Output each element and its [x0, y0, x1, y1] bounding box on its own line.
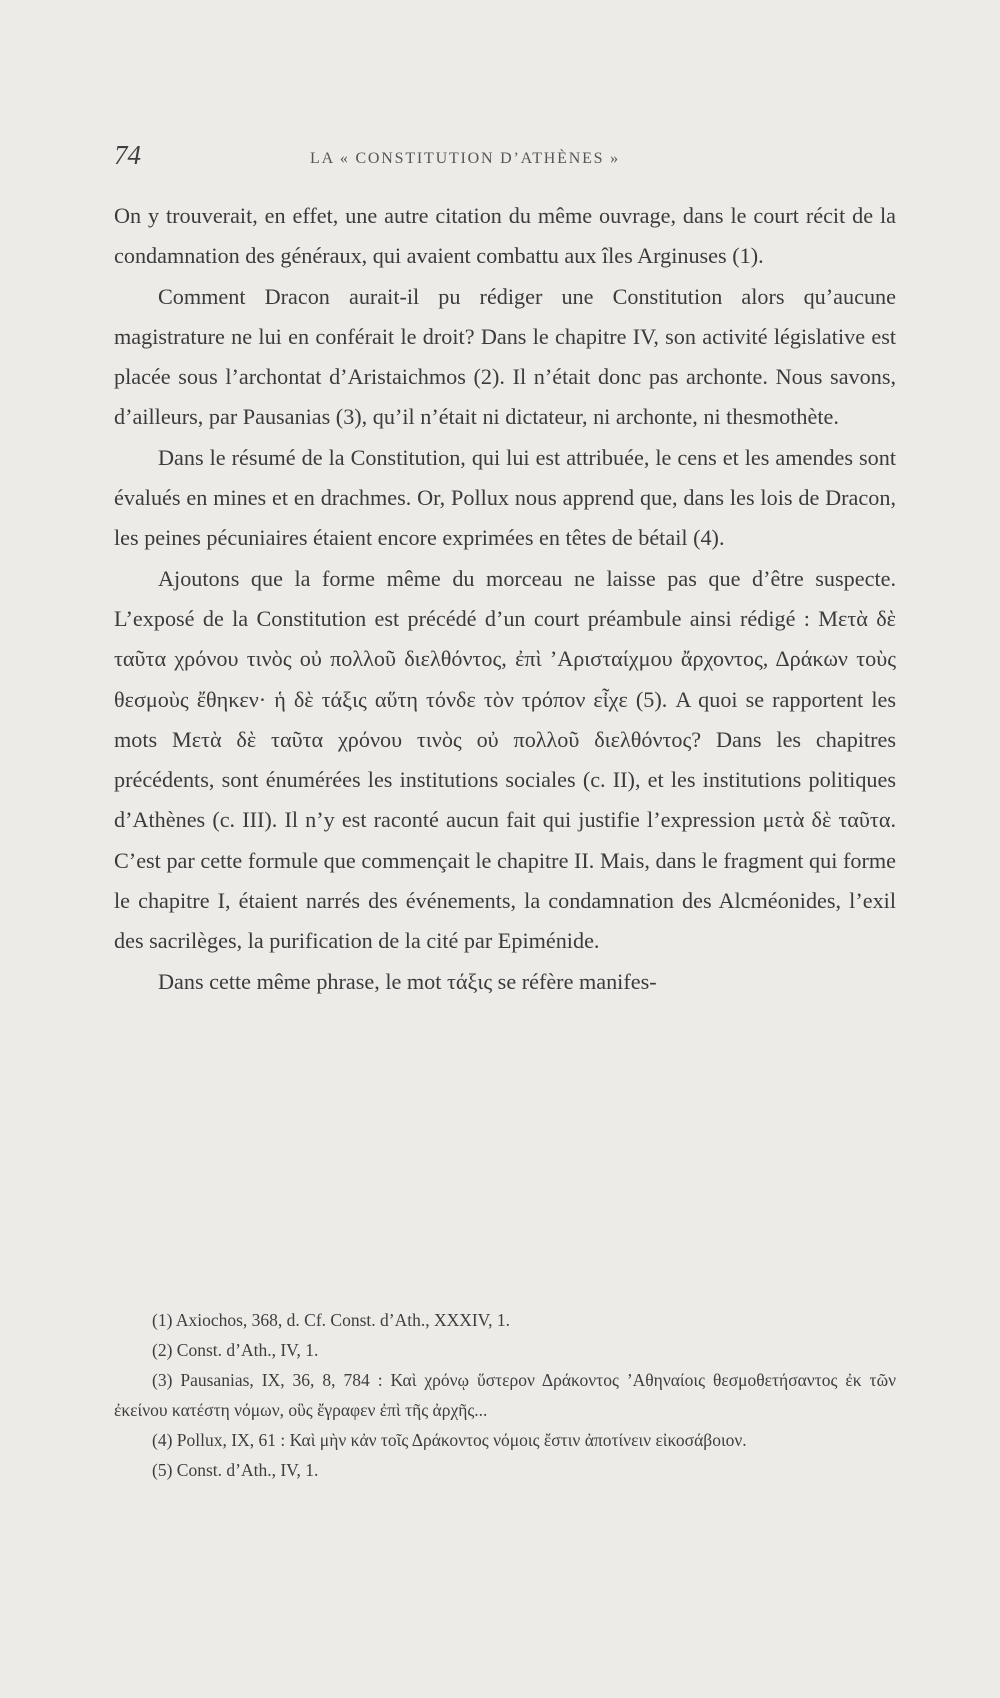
paragraph-1: On y trouverait, en effet, une autre citation du même ouvrage, dans le court récit de la condamnation des généraux, qui avaient combattu aux îles Arginuses (1).	[114, 203, 896, 269]
page-header	[114, 140, 900, 180]
paragraph-2: Comment Dracon aurait-il pu rédiger une Constitution alors qu’aucune magistrature ne lui en conférait le droit? Dans le chapitre IV, son activité législative est placée sous l’archontat d’Aristaichmos (2). Il n’était donc pas archonte. Nous savons, d’ailleurs, par Pausanias (3), qu’il n’était ni dictateur, ni archonte, ni thesmothète.	[114, 283, 896, 430]
page-number: 74	[114, 140, 141, 170]
footnotes	[114, 1305, 896, 1485]
paragraph-4: Ajoutons que la forme même du morceau ne laisse pas que d’être suspecte. L’exposé de la Constitution est précédé d’un court préambule ainsi rédigé : Μετὰ δὲ ταῦτα χρόνου τινὸς οὐ πολλοῦ διελθόντος, ἐπὶ ’Αρισταίχμου ἄρχοντος, Δράκων τοὺς θεσμοὺς ἔθηκεν· ἡ δὲ τάξις αὕτη τόνδε τὸν τρόπον εἶχε (5). A quoi se rapportent les mots Μετὰ δὲ ταῦτα χρόνου τινὸς οὐ πολλοῦ διελθόντος? Dans les chapitres précédents, sont énumérées les institutions sociales (c. II), et les institutions politiques d’Athènes (c. III). Il n’y est raconté aucun fait qui justifie l’expression μετὰ δὲ ταῦτα. C’est par cette formule que commençait le chapitre II. Mais, dans le fragment qui forme le chapitre I, étaient narrés des événements, la condamnation des Alcméonides, l’exil des sacrilèges, la purification de la cité par Epiménide.	[114, 565, 896, 954]
footnote-4: (4) Pollux, IX, 61 : Καὶ μὴν κἀν τοῖς Δράκοντος νόμοις ἔστιν ἀποτίνειν εἰκοσάβοιον.	[152, 1430, 747, 1450]
footnote-3: (3) Pausanias, IX, 36, 8, 784 : Καὶ χρόνῳ ὕστερον Δράκοντος ’Αθηναίοις θεσμοθετήσαντος ἐκ τῶν ἐκείνου κατέστη νόμων, οὓς ἔγραφεν ἐπὶ τῆς ἀρχῆς...	[114, 1370, 896, 1420]
body-text	[114, 196, 896, 1002]
paragraph-5: Dans cette même phrase, le mot τάξις se réfère manifes-	[158, 968, 657, 994]
paragraph-3: Dans le résumé de la Constitution, qui lui est attribuée, le cens et les amendes sont évalués en mines et en drachmes. Or, Pollux nous apprend que, dans les lois de Dracon, les peines pécuniaires étaient encore exprimées en têtes de bétail (4).	[114, 444, 896, 551]
footnote-2: (2) Const. d’Ath., IV, 1.	[152, 1340, 319, 1360]
footnote-1: (1) Axiochos, 368, d. Cf. Const. d’Ath., XXXIV, 1.	[152, 1310, 510, 1330]
footnote-5: (5) Const. d’Ath., IV, 1.	[152, 1460, 319, 1480]
running-title: LA « CONSTITUTION D’ATHÈNES »	[310, 150, 620, 167]
